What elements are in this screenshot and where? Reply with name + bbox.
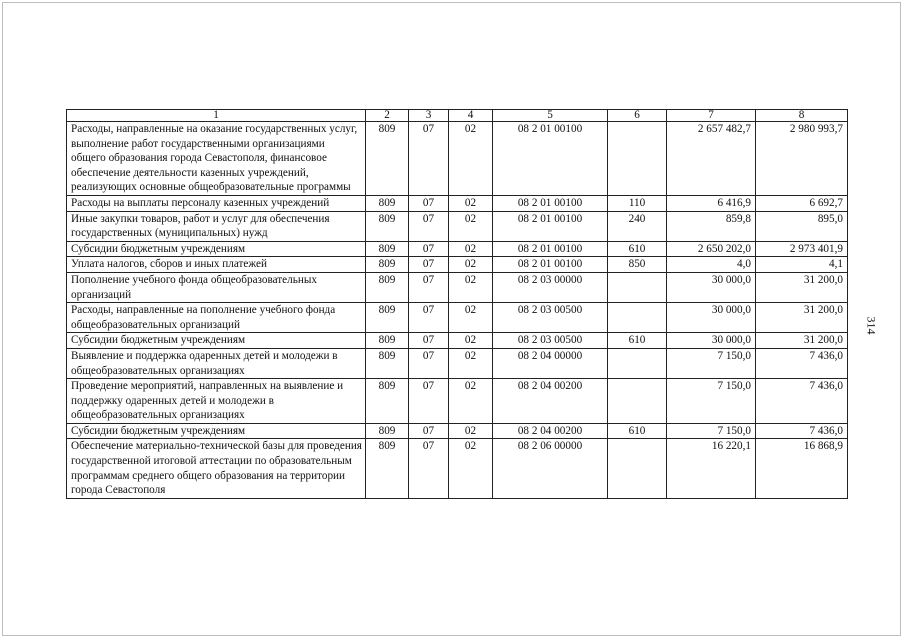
table-row	[67, 379, 848, 424]
row-amount-year-1: 2 657 482,7	[667, 122, 756, 196]
row-expense-type: 610	[608, 241, 667, 257]
row-section-code: 07	[409, 439, 449, 498]
row-section-code: 07	[409, 122, 449, 196]
row-subsection-code: 02	[449, 303, 493, 333]
header-col-1: 1	[67, 110, 366, 122]
row-name: Выявление и поддержка одаренных детей и молодежи в общеобразовательных организациях	[67, 348, 366, 378]
header-col-8: 8	[756, 110, 848, 122]
row-target-article: 08 2 04 00200	[493, 379, 608, 424]
row-name: Субсидии бюджетным учреждениям	[67, 241, 366, 257]
row-expense-type: 110	[608, 195, 667, 211]
table-row	[67, 257, 848, 273]
row-name: Обеспечение материально-технической базы для проведения государственной итоговой аттестации по образовательным программам среднего общего образования на территории города Севастополя	[67, 439, 366, 498]
row-subsection-code: 02	[449, 257, 493, 273]
row-section-code: 07	[409, 379, 449, 424]
header-col-2: 2	[366, 110, 409, 122]
row-target-article: 08 2 04 00200	[493, 423, 608, 439]
row-ministry-code: 809	[366, 257, 409, 273]
row-subsection-code: 02	[449, 379, 493, 424]
row-amount-year-2: 6 692,7	[756, 195, 848, 211]
row-subsection-code: 02	[449, 122, 493, 196]
table-row	[67, 333, 848, 349]
row-target-article: 08 2 04 00000	[493, 348, 608, 378]
row-expense-type	[608, 122, 667, 196]
row-amount-year-2: 7 436,0	[756, 348, 848, 378]
row-ministry-code: 809	[366, 211, 409, 241]
row-subsection-code: 02	[449, 439, 493, 498]
header-col-7: 7	[667, 110, 756, 122]
budget-table	[66, 109, 848, 499]
row-amount-year-1: 30 000,0	[667, 303, 756, 333]
table-row	[67, 211, 848, 241]
row-expense-type	[608, 379, 667, 424]
row-section-code: 07	[409, 303, 449, 333]
row-ministry-code: 809	[366, 303, 409, 333]
table-row	[67, 272, 848, 302]
table-row	[67, 241, 848, 257]
row-target-article: 08 2 06 00000	[493, 439, 608, 498]
header-col-5: 5	[493, 110, 608, 122]
table-row	[67, 348, 848, 378]
row-section-code: 07	[409, 241, 449, 257]
table-row	[67, 303, 848, 333]
row-amount-year-1: 30 000,0	[667, 333, 756, 349]
row-target-article: 08 2 01 00100	[493, 211, 608, 241]
table-row	[67, 195, 848, 211]
row-ministry-code: 809	[366, 272, 409, 302]
row-name: Расходы, направленные на пополнение учебного фонда общеобразовательных организаций	[67, 303, 366, 333]
row-amount-year-1: 2 650 202,0	[667, 241, 756, 257]
header-col-3: 3	[409, 110, 449, 122]
row-amount-year-1: 4,0	[667, 257, 756, 273]
row-section-code: 07	[409, 272, 449, 302]
row-expense-type: 610	[608, 423, 667, 439]
table-row	[67, 439, 848, 498]
row-subsection-code: 02	[449, 333, 493, 349]
table-row	[67, 122, 848, 196]
row-ministry-code: 809	[366, 379, 409, 424]
row-amount-year-2: 31 200,0	[756, 303, 848, 333]
row-amount-year-1: 7 150,0	[667, 423, 756, 439]
row-section-code: 07	[409, 423, 449, 439]
row-amount-year-1: 859,8	[667, 211, 756, 241]
row-name: Субсидии бюджетным учреждениям	[67, 423, 366, 439]
row-section-code: 07	[409, 211, 449, 241]
row-target-article: 08 2 01 00100	[493, 195, 608, 211]
row-section-code: 07	[409, 348, 449, 378]
row-amount-year-2: 16 868,9	[756, 439, 848, 498]
row-target-article: 08 2 01 00100	[493, 257, 608, 273]
row-expense-type	[608, 439, 667, 498]
row-amount-year-2: 31 200,0	[756, 272, 848, 302]
row-target-article: 08 2 03 00500	[493, 303, 608, 333]
row-subsection-code: 02	[449, 272, 493, 302]
row-section-code: 07	[409, 195, 449, 211]
row-amount-year-1: 16 220,1	[667, 439, 756, 498]
row-name: Иные закупки товаров, работ и услуг для обеспечения государственных (муниципальных) нужд	[67, 211, 366, 241]
page-number: 314	[864, 316, 879, 335]
row-amount-year-1: 30 000,0	[667, 272, 756, 302]
row-ministry-code: 809	[366, 348, 409, 378]
row-amount-year-2: 2 973 401,9	[756, 241, 848, 257]
header-col-6: 6	[608, 110, 667, 122]
row-ministry-code: 809	[366, 195, 409, 211]
row-amount-year-2: 7 436,0	[756, 423, 848, 439]
row-ministry-code: 809	[366, 333, 409, 349]
row-name: Расходы на выплаты персоналу казенных учреждений	[67, 195, 366, 211]
row-amount-year-1: 7 150,0	[667, 348, 756, 378]
row-ministry-code: 809	[366, 122, 409, 196]
header-col-4: 4	[449, 110, 493, 122]
row-subsection-code: 02	[449, 348, 493, 378]
row-name: Уплата налогов, сборов и иных платежей	[67, 257, 366, 273]
row-amount-year-2: 7 436,0	[756, 379, 848, 424]
row-subsection-code: 02	[449, 211, 493, 241]
row-section-code: 07	[409, 333, 449, 349]
row-ministry-code: 809	[366, 423, 409, 439]
row-subsection-code: 02	[449, 423, 493, 439]
row-expense-type	[608, 272, 667, 302]
row-amount-year-1: 6 416,9	[667, 195, 756, 211]
row-ministry-code: 809	[366, 241, 409, 257]
row-target-article: 08 2 03 00000	[493, 272, 608, 302]
table-header-row	[67, 110, 848, 122]
row-target-article: 08 2 01 00100	[493, 241, 608, 257]
row-expense-type	[608, 348, 667, 378]
row-name: Субсидии бюджетным учреждениям	[67, 333, 366, 349]
row-name: Расходы, направленные на оказание государственных услуг, выполнение работ государственными организациями общего образования города Севастополя, финансовое обеспечение деятельности казенных учреждений, реализующих основные общеобразовательные программы	[67, 122, 366, 196]
row-expense-type: 610	[608, 333, 667, 349]
row-expense-type: 240	[608, 211, 667, 241]
row-amount-year-2: 2 980 993,7	[756, 122, 848, 196]
row-target-article: 08 2 03 00500	[493, 333, 608, 349]
row-subsection-code: 02	[449, 241, 493, 257]
row-expense-type	[608, 303, 667, 333]
row-expense-type: 850	[608, 257, 667, 273]
row-name: Проведение мероприятий, направленных на выявление и поддержку одаренных детей и молодежи в общеобразовательных организациях	[67, 379, 366, 424]
row-name: Пополнение учебного фонда общеобразовательных организаций	[67, 272, 366, 302]
row-amount-year-2: 4,1	[756, 257, 848, 273]
row-section-code: 07	[409, 257, 449, 273]
budget-table-container	[66, 109, 847, 499]
table-row	[67, 423, 848, 439]
row-amount-year-1: 7 150,0	[667, 379, 756, 424]
row-amount-year-2: 31 200,0	[756, 333, 848, 349]
row-ministry-code: 809	[366, 439, 409, 498]
row-amount-year-2: 895,0	[756, 211, 848, 241]
row-subsection-code: 02	[449, 195, 493, 211]
row-target-article: 08 2 01 00100	[493, 122, 608, 196]
